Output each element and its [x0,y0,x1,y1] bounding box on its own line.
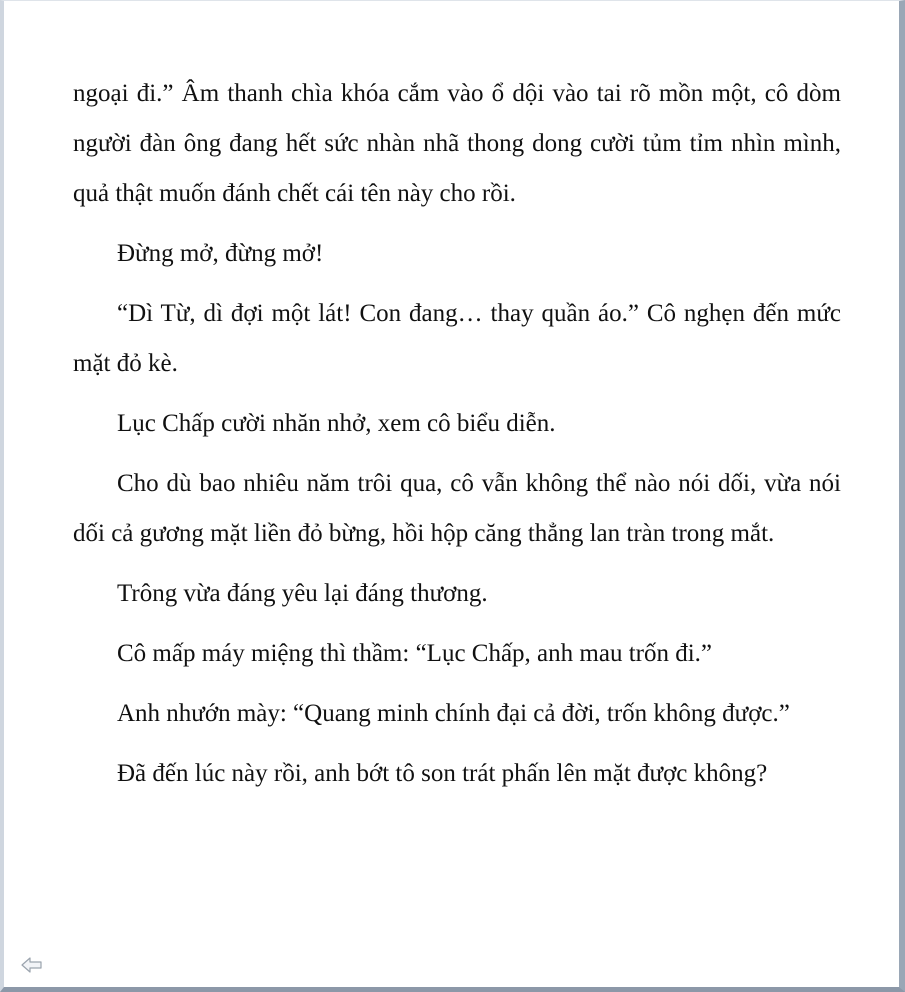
paragraph-3: “Dì Từ, dì đợi một lát! Con đang… thay quần áo.” Cô nghẹn đến mức mặt đỏ kè. [73,300,841,377]
left-arrow-icon[interactable] [21,956,43,974]
document-page [73,69,841,809]
paragraph-9: Đã đến lúc này rồi, anh bớt tô son trát phấn lên mặt được không? [117,760,768,787]
paragraph-6: Trông vừa đáng yêu lại đáng thương. [117,580,488,607]
paragraph-2: Đừng mở, đừng mở! [117,240,324,267]
paragraph-7: Cô mấp máy miệng thì thầm: “Lục Chấp, anh mau trốn đi.” [117,640,713,667]
paragraph-4: Lục Chấp cười nhăn nhở, xem cô biểu diễn. [117,410,556,437]
paragraph-1: ngoại đi.” Âm thanh chìa khóa cắm vào ổ dội vào tai rõ mồn một, cô dòm người đàn ông đang hết sức nhàn nhã thong dong cười tủm tỉm nhìn mình, quả thật muốn đánh chết cái tên này cho rồi. [73,80,841,207]
paragraph-8: Anh nhướn mày: “Quang minh chính đại cả đời, trốn không được.” [117,700,790,727]
paragraph-5: Cho dù bao nhiêu năm trôi qua, cô vẫn không thể nào nói dối, vừa nói dối cả gương mặt liền đỏ bừng, hồi hộp căng thẳng lan tràn trong mắt. [73,470,841,547]
